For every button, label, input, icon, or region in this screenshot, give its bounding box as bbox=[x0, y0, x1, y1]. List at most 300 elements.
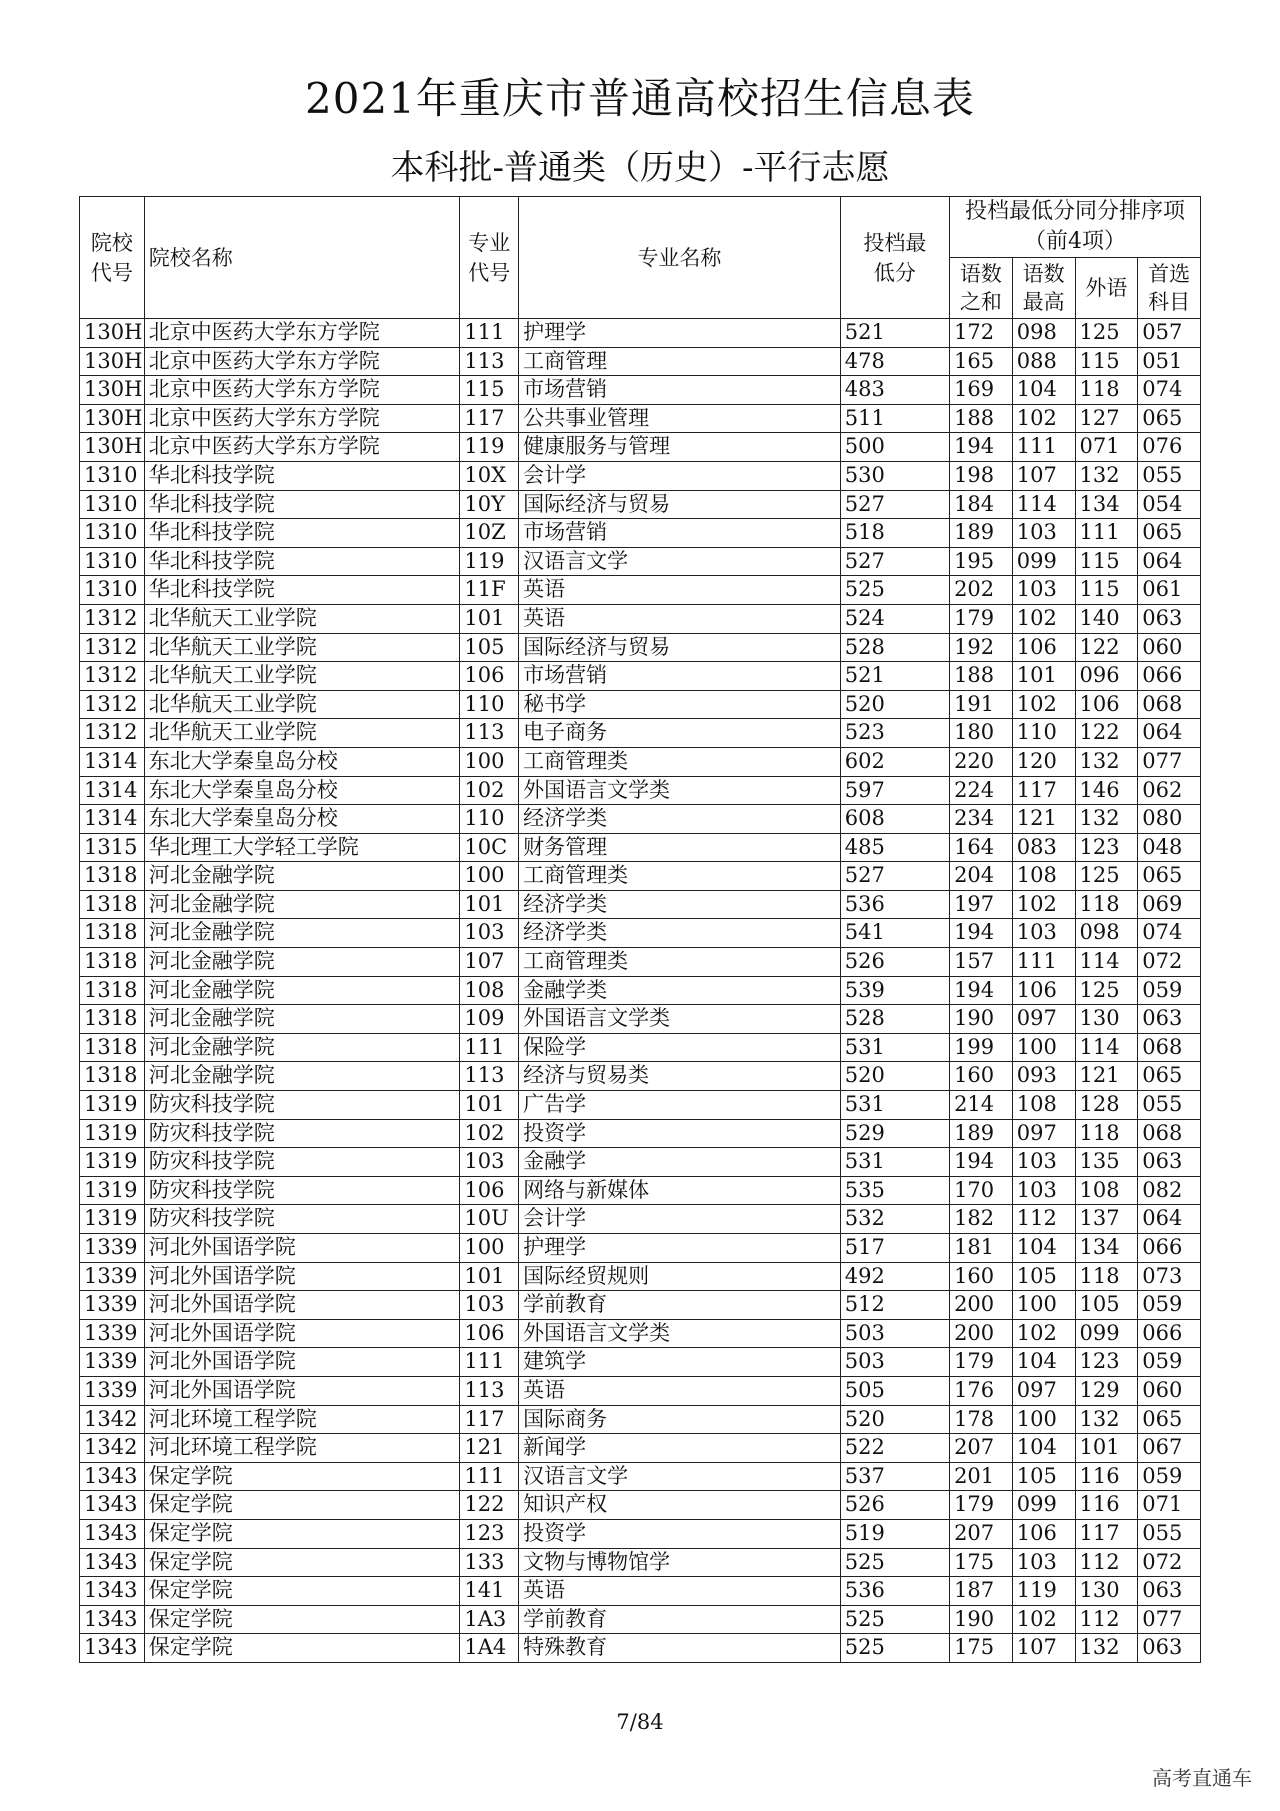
cell-max-cn-math: 112 bbox=[1012, 1205, 1075, 1234]
cell-min-score: 528 bbox=[840, 1005, 949, 1034]
cell-school-name: 河北金融学院 bbox=[144, 976, 460, 1005]
cell-major-name: 会计学 bbox=[519, 461, 841, 490]
cell-first-subject: 048 bbox=[1138, 833, 1201, 862]
page-number: 7/84 bbox=[616, 1710, 664, 1734]
cell-sum-cn-math: 192 bbox=[950, 633, 1013, 662]
cell-max-cn-math: 097 bbox=[1012, 1119, 1075, 1148]
cell-sum-cn-math: 199 bbox=[950, 1033, 1013, 1062]
cell-school-code: 1318 bbox=[80, 1062, 145, 1091]
cell-first-subject: 064 bbox=[1138, 547, 1201, 576]
cell-min-score: 527 bbox=[840, 547, 949, 576]
cell-min-score: 524 bbox=[840, 604, 949, 633]
cell-school-code: 1312 bbox=[80, 604, 145, 633]
cell-first-subject: 063 bbox=[1138, 604, 1201, 633]
cell-foreign: 132 bbox=[1075, 1634, 1138, 1663]
cell-major-name: 网络与新媒体 bbox=[519, 1176, 841, 1205]
cell-first-subject: 057 bbox=[1138, 319, 1201, 348]
cell-school-code: 1339 bbox=[80, 1234, 145, 1263]
cell-first-subject: 066 bbox=[1138, 1319, 1201, 1348]
cell-major-code: 10C bbox=[460, 833, 519, 862]
cell-first-subject: 071 bbox=[1138, 1491, 1201, 1520]
cell-max-cn-math: 111 bbox=[1012, 433, 1075, 462]
cell-major-code: 106 bbox=[460, 1176, 519, 1205]
cell-foreign: 134 bbox=[1075, 490, 1138, 519]
cell-max-cn-math: 103 bbox=[1012, 1148, 1075, 1177]
cell-school-code: 1318 bbox=[80, 919, 145, 948]
cell-school-name: 保定学院 bbox=[144, 1548, 460, 1577]
cell-major-name: 金融学类 bbox=[519, 976, 841, 1005]
cell-max-cn-math: 103 bbox=[1012, 1176, 1075, 1205]
cell-school-name: 保定学院 bbox=[144, 1462, 460, 1491]
cell-major-name: 英语 bbox=[519, 1577, 841, 1606]
cell-first-subject: 063 bbox=[1138, 1577, 1201, 1606]
cell-first-subject: 068 bbox=[1138, 1119, 1201, 1148]
cell-major-code: 101 bbox=[460, 1262, 519, 1291]
cell-major-code: 107 bbox=[460, 948, 519, 977]
cell-sum-cn-math: 220 bbox=[950, 747, 1013, 776]
cell-major-code: 111 bbox=[460, 1462, 519, 1491]
cell-foreign: 132 bbox=[1075, 805, 1138, 834]
cell-school-name: 河北外国语学院 bbox=[144, 1348, 460, 1377]
cell-school-code: 130H bbox=[80, 433, 145, 462]
cell-school-code: 1312 bbox=[80, 690, 145, 719]
cell-max-cn-math: 101 bbox=[1012, 662, 1075, 691]
cell-school-code: 1339 bbox=[80, 1376, 145, 1405]
table-row bbox=[80, 519, 1201, 548]
cell-max-cn-math: 104 bbox=[1012, 376, 1075, 405]
cell-sum-cn-math: 194 bbox=[950, 1148, 1013, 1177]
header-foreign: 外语 bbox=[1075, 258, 1138, 319]
cell-min-score: 517 bbox=[840, 1234, 949, 1263]
cell-major-code: 115 bbox=[460, 376, 519, 405]
cell-sum-cn-math: 191 bbox=[950, 690, 1013, 719]
table-row bbox=[80, 319, 1201, 348]
cell-school-code: 1312 bbox=[80, 719, 145, 748]
cell-max-cn-math: 102 bbox=[1012, 604, 1075, 633]
cell-foreign: 118 bbox=[1075, 376, 1138, 405]
table-row bbox=[80, 719, 1201, 748]
table-row bbox=[80, 1176, 1201, 1205]
cell-school-name: 北华航天工业学院 bbox=[144, 662, 460, 691]
cell-max-cn-math: 102 bbox=[1012, 1319, 1075, 1348]
cell-first-subject: 082 bbox=[1138, 1176, 1201, 1205]
cell-max-cn-math: 104 bbox=[1012, 1348, 1075, 1377]
table-row bbox=[80, 1234, 1201, 1263]
cell-major-name: 学前教育 bbox=[519, 1605, 841, 1634]
cell-min-score: 529 bbox=[840, 1119, 949, 1148]
cell-first-subject: 065 bbox=[1138, 519, 1201, 548]
cell-first-subject: 074 bbox=[1138, 376, 1201, 405]
cell-first-subject: 072 bbox=[1138, 948, 1201, 977]
cell-major-name: 经济学类 bbox=[519, 890, 841, 919]
cell-sum-cn-math: 187 bbox=[950, 1577, 1013, 1606]
table-row bbox=[80, 461, 1201, 490]
cell-sum-cn-math: 176 bbox=[950, 1376, 1013, 1405]
cell-foreign: 125 bbox=[1075, 319, 1138, 348]
cell-min-score: 532 bbox=[840, 1205, 949, 1234]
cell-sum-cn-math: 194 bbox=[950, 919, 1013, 948]
header-school-code: 院校代号 bbox=[80, 197, 145, 319]
cell-max-cn-math: 102 bbox=[1012, 404, 1075, 433]
cell-major-name: 工商管理 bbox=[519, 347, 841, 376]
cell-sum-cn-math: 179 bbox=[950, 1348, 1013, 1377]
cell-foreign: 114 bbox=[1075, 948, 1138, 977]
cell-max-cn-math: 100 bbox=[1012, 1405, 1075, 1434]
cell-min-score: 505 bbox=[840, 1376, 949, 1405]
cell-major-name: 学前教育 bbox=[519, 1291, 841, 1320]
cell-school-name: 河北外国语学院 bbox=[144, 1376, 460, 1405]
cell-sum-cn-math: 184 bbox=[950, 490, 1013, 519]
cell-school-name: 保定学院 bbox=[144, 1491, 460, 1520]
cell-school-code: 1314 bbox=[80, 805, 145, 834]
cell-first-subject: 066 bbox=[1138, 662, 1201, 691]
cell-school-name: 华北理工大学轻工学院 bbox=[144, 833, 460, 862]
cell-min-score: 521 bbox=[840, 319, 949, 348]
cell-major-name: 英语 bbox=[519, 604, 841, 633]
cell-major-code: 10Z bbox=[460, 519, 519, 548]
cell-school-name: 河北金融学院 bbox=[144, 1033, 460, 1062]
cell-school-name: 保定学院 bbox=[144, 1519, 460, 1548]
cell-major-name: 汉语言文学 bbox=[519, 1462, 841, 1491]
cell-sum-cn-math: 194 bbox=[950, 433, 1013, 462]
cell-school-name: 北京中医药大学东方学院 bbox=[144, 347, 460, 376]
cell-school-name: 河北金融学院 bbox=[144, 1062, 460, 1091]
cell-school-code: 1319 bbox=[80, 1119, 145, 1148]
table-row bbox=[80, 1291, 1201, 1320]
cell-max-cn-math: 103 bbox=[1012, 1548, 1075, 1577]
cell-first-subject: 059 bbox=[1138, 1348, 1201, 1377]
cell-school-code: 1319 bbox=[80, 1176, 145, 1205]
cell-major-name: 健康服务与管理 bbox=[519, 433, 841, 462]
cell-major-name: 建筑学 bbox=[519, 1348, 841, 1377]
cell-major-code: 109 bbox=[460, 1005, 519, 1034]
cell-school-code: 1318 bbox=[80, 890, 145, 919]
cell-max-cn-math: 110 bbox=[1012, 719, 1075, 748]
table-row bbox=[80, 805, 1201, 834]
cell-major-name: 会计学 bbox=[519, 1205, 841, 1234]
cell-first-subject: 072 bbox=[1138, 1548, 1201, 1577]
cell-major-code: 113 bbox=[460, 1376, 519, 1405]
cell-first-subject: 064 bbox=[1138, 719, 1201, 748]
cell-major-code: 123 bbox=[460, 1519, 519, 1548]
cell-max-cn-math: 083 bbox=[1012, 833, 1075, 862]
cell-max-cn-math: 108 bbox=[1012, 862, 1075, 891]
cell-sum-cn-math: 188 bbox=[950, 404, 1013, 433]
cell-first-subject: 077 bbox=[1138, 747, 1201, 776]
cell-major-code: 122 bbox=[460, 1491, 519, 1520]
cell-max-cn-math: 119 bbox=[1012, 1577, 1075, 1606]
cell-major-code: 113 bbox=[460, 347, 519, 376]
cell-school-name: 河北外国语学院 bbox=[144, 1319, 460, 1348]
cell-foreign: 132 bbox=[1075, 461, 1138, 490]
cell-major-name: 汉语言文学 bbox=[519, 547, 841, 576]
cell-sum-cn-math: 200 bbox=[950, 1291, 1013, 1320]
cell-major-name: 投资学 bbox=[519, 1519, 841, 1548]
cell-min-score: 511 bbox=[840, 404, 949, 433]
cell-first-subject: 080 bbox=[1138, 805, 1201, 834]
cell-first-subject: 065 bbox=[1138, 862, 1201, 891]
cell-first-subject: 063 bbox=[1138, 1005, 1201, 1034]
cell-major-name: 金融学 bbox=[519, 1148, 841, 1177]
cell-max-cn-math: 107 bbox=[1012, 461, 1075, 490]
cell-major-code: 103 bbox=[460, 1291, 519, 1320]
cell-foreign: 116 bbox=[1075, 1491, 1138, 1520]
cell-min-score: 500 bbox=[840, 433, 949, 462]
cell-sum-cn-math: 189 bbox=[950, 519, 1013, 548]
cell-school-code: 1310 bbox=[80, 461, 145, 490]
cell-first-subject: 068 bbox=[1138, 690, 1201, 719]
cell-foreign: 137 bbox=[1075, 1205, 1138, 1234]
cell-major-code: 106 bbox=[460, 662, 519, 691]
cell-first-subject: 055 bbox=[1138, 461, 1201, 490]
cell-school-code: 1339 bbox=[80, 1262, 145, 1291]
cell-sum-cn-math: 164 bbox=[950, 833, 1013, 862]
cell-first-subject: 055 bbox=[1138, 1519, 1201, 1548]
cell-major-code: 100 bbox=[460, 1234, 519, 1263]
cell-sum-cn-math: 195 bbox=[950, 547, 1013, 576]
cell-school-code: 1319 bbox=[80, 1148, 145, 1177]
cell-major-code: 10U bbox=[460, 1205, 519, 1234]
cell-major-name: 市场营销 bbox=[519, 376, 841, 405]
cell-foreign: 115 bbox=[1075, 576, 1138, 605]
cell-foreign: 118 bbox=[1075, 890, 1138, 919]
page-title: 2021年重庆市普通高校招生信息表 bbox=[305, 74, 975, 123]
cell-first-subject: 060 bbox=[1138, 633, 1201, 662]
cell-school-name: 北京中医药大学东方学院 bbox=[144, 319, 460, 348]
cell-major-code: 11F bbox=[460, 576, 519, 605]
cell-sum-cn-math: 178 bbox=[950, 1405, 1013, 1434]
table-row bbox=[80, 490, 1201, 519]
table-row bbox=[80, 1548, 1201, 1577]
cell-school-code: 1310 bbox=[80, 576, 145, 605]
cell-min-score: 521 bbox=[840, 662, 949, 691]
cell-school-name: 防灾科技学院 bbox=[144, 1119, 460, 1148]
cell-sum-cn-math: 175 bbox=[950, 1634, 1013, 1663]
cell-max-cn-math: 120 bbox=[1012, 747, 1075, 776]
cell-school-code: 130H bbox=[80, 347, 145, 376]
cell-first-subject: 076 bbox=[1138, 433, 1201, 462]
cell-school-name: 河北金融学院 bbox=[144, 948, 460, 977]
cell-major-code: 110 bbox=[460, 805, 519, 834]
cell-foreign: 096 bbox=[1075, 662, 1138, 691]
cell-min-score: 527 bbox=[840, 862, 949, 891]
cell-major-name: 国际经贸规则 bbox=[519, 1262, 841, 1291]
cell-major-name: 工商管理类 bbox=[519, 747, 841, 776]
cell-max-cn-math: 103 bbox=[1012, 519, 1075, 548]
cell-school-code: 130H bbox=[80, 376, 145, 405]
cell-school-code: 1312 bbox=[80, 633, 145, 662]
cell-first-subject: 063 bbox=[1138, 1634, 1201, 1663]
cell-first-subject: 059 bbox=[1138, 1291, 1201, 1320]
cell-school-code: 1314 bbox=[80, 776, 145, 805]
cell-school-name: 河北外国语学院 bbox=[144, 1291, 460, 1320]
cell-school-name: 河北环境工程学院 bbox=[144, 1405, 460, 1434]
cell-foreign: 118 bbox=[1075, 1262, 1138, 1291]
cell-sum-cn-math: 190 bbox=[950, 1005, 1013, 1034]
watermark-text: 高考直通车 bbox=[1152, 1766, 1252, 1790]
cell-school-code: 1342 bbox=[80, 1434, 145, 1463]
table-row bbox=[80, 747, 1201, 776]
cell-major-name: 护理学 bbox=[519, 319, 841, 348]
cell-major-name: 知识产权 bbox=[519, 1491, 841, 1520]
cell-max-cn-math: 108 bbox=[1012, 1091, 1075, 1120]
cell-school-code: 1343 bbox=[80, 1605, 145, 1634]
cell-school-code: 1318 bbox=[80, 862, 145, 891]
cell-min-score: 608 bbox=[840, 805, 949, 834]
cell-max-cn-math: 104 bbox=[1012, 1234, 1075, 1263]
cell-foreign: 111 bbox=[1075, 519, 1138, 548]
cell-foreign: 132 bbox=[1075, 747, 1138, 776]
cell-first-subject: 063 bbox=[1138, 1148, 1201, 1177]
cell-sum-cn-math: 189 bbox=[950, 1119, 1013, 1148]
table-body bbox=[80, 319, 1201, 1663]
cell-max-cn-math: 106 bbox=[1012, 976, 1075, 1005]
cell-first-subject: 064 bbox=[1138, 1205, 1201, 1234]
cell-max-cn-math: 107 bbox=[1012, 1634, 1075, 1663]
cell-max-cn-math: 106 bbox=[1012, 1519, 1075, 1548]
cell-sum-cn-math: 160 bbox=[950, 1262, 1013, 1291]
cell-min-score: 531 bbox=[840, 1033, 949, 1062]
table-row bbox=[80, 1205, 1201, 1234]
table-row bbox=[80, 1577, 1201, 1606]
cell-school-name: 北京中医药大学东方学院 bbox=[144, 433, 460, 462]
cell-major-code: 113 bbox=[460, 719, 519, 748]
cell-sum-cn-math: 175 bbox=[950, 1548, 1013, 1577]
cell-first-subject: 069 bbox=[1138, 890, 1201, 919]
table-row bbox=[80, 1033, 1201, 1062]
cell-min-score: 520 bbox=[840, 1062, 949, 1091]
cell-foreign: 132 bbox=[1075, 1405, 1138, 1434]
cell-first-subject: 065 bbox=[1138, 1062, 1201, 1091]
cell-min-score: 597 bbox=[840, 776, 949, 805]
cell-min-score: 492 bbox=[840, 1262, 949, 1291]
table-row bbox=[80, 1462, 1201, 1491]
cell-min-score: 526 bbox=[840, 1491, 949, 1520]
cell-first-subject: 067 bbox=[1138, 1434, 1201, 1463]
cell-min-score: 602 bbox=[840, 747, 949, 776]
table-row bbox=[80, 948, 1201, 977]
header-min-score: 投档最低分 bbox=[840, 197, 949, 319]
cell-major-name: 保险学 bbox=[519, 1033, 841, 1062]
cell-major-name: 英语 bbox=[519, 576, 841, 605]
cell-min-score: 525 bbox=[840, 576, 949, 605]
cell-school-code: 1315 bbox=[80, 833, 145, 862]
cell-major-code: 117 bbox=[460, 404, 519, 433]
cell-school-name: 河北金融学院 bbox=[144, 890, 460, 919]
cell-sum-cn-math: 179 bbox=[950, 604, 1013, 633]
cell-min-score: 518 bbox=[840, 519, 949, 548]
cell-school-name: 东北大学秦皇岛分校 bbox=[144, 805, 460, 834]
cell-major-name: 经济学类 bbox=[519, 805, 841, 834]
cell-school-code: 1310 bbox=[80, 519, 145, 548]
cell-school-code: 1343 bbox=[80, 1462, 145, 1491]
cell-major-name: 护理学 bbox=[519, 1234, 841, 1263]
cell-first-subject: 055 bbox=[1138, 1091, 1201, 1120]
cell-max-cn-math: 100 bbox=[1012, 1033, 1075, 1062]
cell-major-name: 秘书学 bbox=[519, 690, 841, 719]
cell-school-code: 1318 bbox=[80, 976, 145, 1005]
cell-major-name: 市场营销 bbox=[519, 519, 841, 548]
cell-min-score: 522 bbox=[840, 1434, 949, 1463]
cell-major-name: 外国语言文学类 bbox=[519, 776, 841, 805]
cell-max-cn-math: 093 bbox=[1012, 1062, 1075, 1091]
cell-major-code: 10X bbox=[460, 461, 519, 490]
table-row bbox=[80, 1376, 1201, 1405]
cell-max-cn-math: 103 bbox=[1012, 576, 1075, 605]
table-row bbox=[80, 576, 1201, 605]
cell-max-cn-math: 099 bbox=[1012, 547, 1075, 576]
cell-min-score: 541 bbox=[840, 919, 949, 948]
cell-foreign: 114 bbox=[1075, 1033, 1138, 1062]
table-row bbox=[80, 662, 1201, 691]
table-row bbox=[80, 976, 1201, 1005]
cell-sum-cn-math: 182 bbox=[950, 1205, 1013, 1234]
cell-first-subject: 065 bbox=[1138, 1405, 1201, 1434]
table-row bbox=[80, 633, 1201, 662]
cell-school-code: 1319 bbox=[80, 1091, 145, 1120]
cell-school-name: 河北金融学院 bbox=[144, 862, 460, 891]
cell-major-code: 113 bbox=[460, 1062, 519, 1091]
cell-school-name: 北京中医药大学东方学院 bbox=[144, 404, 460, 433]
cell-min-score: 539 bbox=[840, 976, 949, 1005]
cell-major-name: 文物与博物馆学 bbox=[519, 1548, 841, 1577]
cell-school-code: 1343 bbox=[80, 1548, 145, 1577]
cell-min-score: 526 bbox=[840, 948, 949, 977]
cell-min-score: 523 bbox=[840, 719, 949, 748]
cell-major-code: 100 bbox=[460, 862, 519, 891]
cell-foreign: 108 bbox=[1075, 1176, 1138, 1205]
table-row bbox=[80, 1262, 1201, 1291]
cell-foreign: 122 bbox=[1075, 719, 1138, 748]
cell-max-cn-math: 102 bbox=[1012, 690, 1075, 719]
page-subtitle: 本科批-普通类（历史）-平行志愿 bbox=[390, 148, 890, 188]
cell-school-code: 1310 bbox=[80, 547, 145, 576]
cell-first-subject: 060 bbox=[1138, 1376, 1201, 1405]
cell-max-cn-math: 088 bbox=[1012, 347, 1075, 376]
table-row bbox=[80, 833, 1201, 862]
admission-table bbox=[79, 196, 1201, 1663]
cell-major-code: 111 bbox=[460, 1033, 519, 1062]
table-row bbox=[80, 690, 1201, 719]
cell-school-name: 北京中医药大学东方学院 bbox=[144, 376, 460, 405]
cell-sum-cn-math: 201 bbox=[950, 1462, 1013, 1491]
cell-foreign: 071 bbox=[1075, 433, 1138, 462]
cell-sum-cn-math: 172 bbox=[950, 319, 1013, 348]
cell-foreign: 130 bbox=[1075, 1577, 1138, 1606]
cell-min-score: 512 bbox=[840, 1291, 949, 1320]
cell-major-name: 工商管理类 bbox=[519, 948, 841, 977]
header-tiebreak-group: 投档最低分同分排序项（前4项） bbox=[950, 197, 1201, 258]
cell-foreign: 118 bbox=[1075, 1119, 1138, 1148]
cell-major-name: 公共事业管理 bbox=[519, 404, 841, 433]
cell-sum-cn-math: 165 bbox=[950, 347, 1013, 376]
cell-sum-cn-math: 190 bbox=[950, 1605, 1013, 1634]
cell-sum-cn-math: 224 bbox=[950, 776, 1013, 805]
cell-school-name: 防灾科技学院 bbox=[144, 1091, 460, 1120]
cell-first-subject: 065 bbox=[1138, 404, 1201, 433]
cell-major-code: 105 bbox=[460, 633, 519, 662]
cell-foreign: 129 bbox=[1075, 1376, 1138, 1405]
cell-min-score: 525 bbox=[840, 1634, 949, 1663]
cell-first-subject: 062 bbox=[1138, 776, 1201, 805]
cell-school-name: 保定学院 bbox=[144, 1577, 460, 1606]
cell-major-name: 电子商务 bbox=[519, 719, 841, 748]
cell-school-code: 1318 bbox=[80, 1005, 145, 1034]
cell-school-name: 北华航天工业学院 bbox=[144, 690, 460, 719]
cell-school-name: 北华航天工业学院 bbox=[144, 604, 460, 633]
cell-max-cn-math: 111 bbox=[1012, 948, 1075, 977]
cell-school-code: 130H bbox=[80, 404, 145, 433]
